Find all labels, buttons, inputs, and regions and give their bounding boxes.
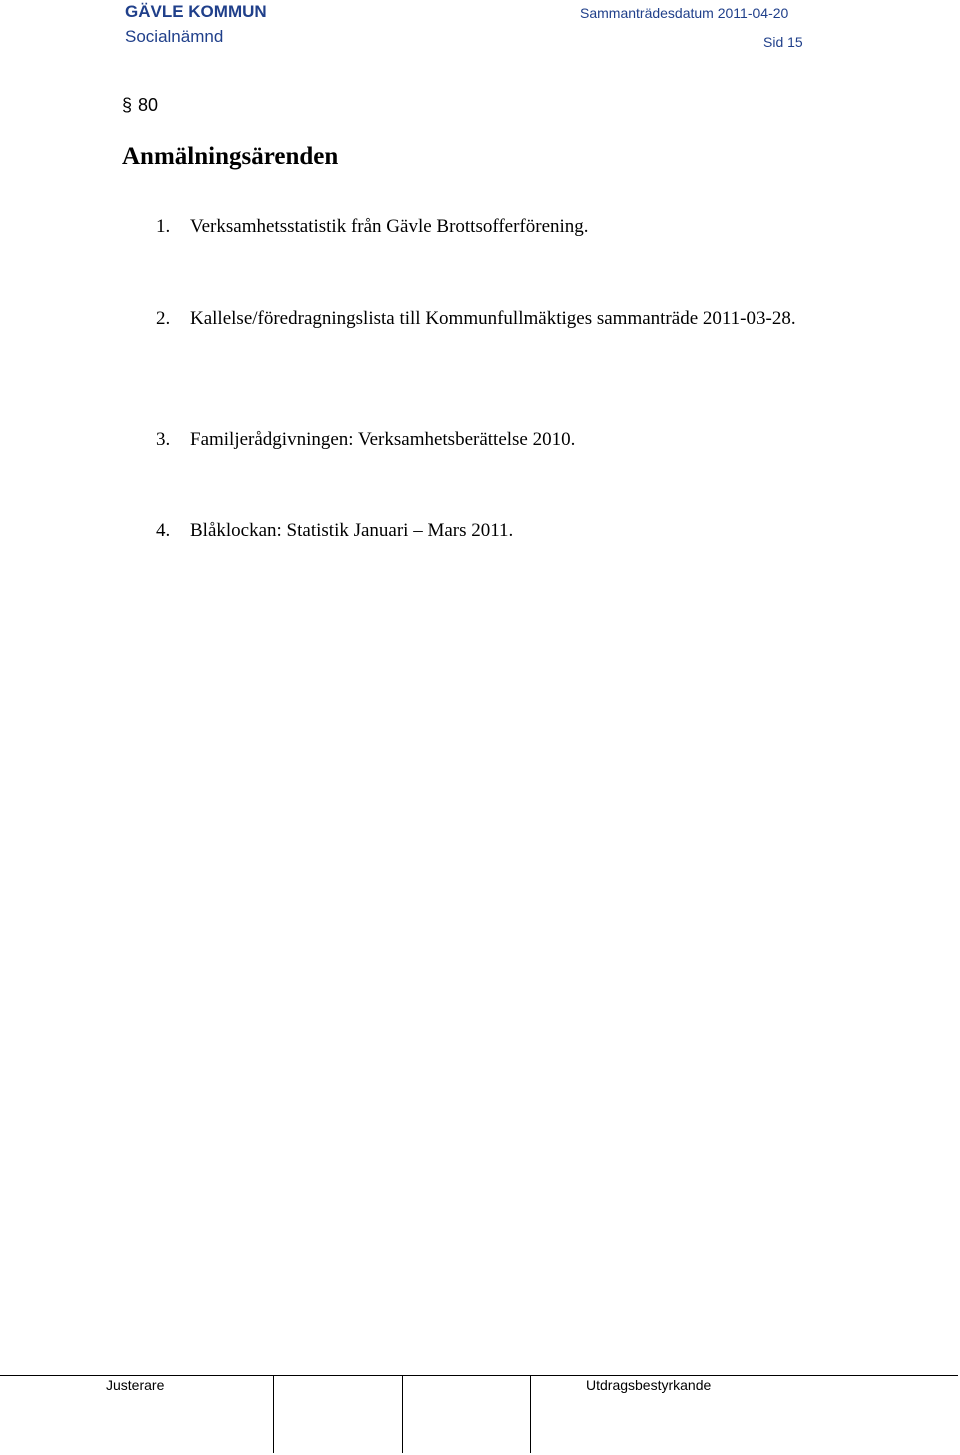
list-item-text: Kallelse/föredragningslista till Kommunfullmäktiges sammanträde 2011-03-28.: [190, 308, 796, 329]
list-item-text: Verksamhetsstatistik från Gävle Brottsofferförening.: [190, 216, 589, 237]
footer-rule: [0, 1375, 958, 1376]
footer-divider: [402, 1375, 403, 1453]
footer-justerare-label: Justerare: [106, 1377, 165, 1393]
list-item-number: 4.: [156, 520, 171, 541]
footer-divider: [273, 1375, 274, 1453]
paragraph-number-value: 80: [138, 95, 159, 115]
paragraph-number: [122, 95, 158, 116]
section-sign-icon: §: [122, 95, 133, 115]
department-name: Socialnämnd: [125, 27, 224, 46]
page-title: Anmälningsärenden: [122, 143, 339, 170]
list-item-number: 1.: [156, 216, 171, 237]
list-item-text: Blåklockan: Statistik Januari – Mars 2011.: [190, 520, 514, 541]
list-item-text: Familjerådgivningen: Verksamhetsberättelse 2010.: [190, 429, 576, 450]
list-item-number: 3.: [156, 429, 171, 450]
organization-name: GÄVLE KOMMUN: [125, 2, 267, 21]
footer-divider: [530, 1375, 531, 1453]
page-number: Sid 15: [763, 34, 803, 50]
meeting-date: Sammanträdesdatum 2011-04-20: [580, 5, 789, 21]
footer-utdragsbestyrkande-label: Utdragsbestyrkande: [586, 1377, 712, 1393]
list-item-number: 2.: [156, 308, 171, 329]
